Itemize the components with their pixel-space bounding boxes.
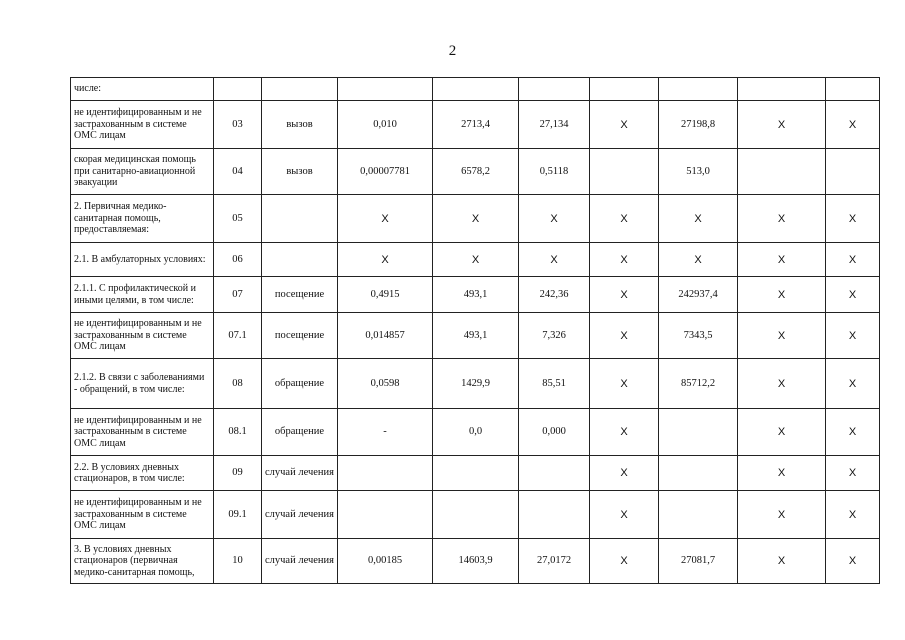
cell-c4 xyxy=(338,78,433,101)
cell-c4: 0,00185 xyxy=(338,539,433,584)
cell-c6: 7,326 xyxy=(519,313,590,359)
cell-c4: - xyxy=(338,409,433,456)
cell-c6: Х xyxy=(519,243,590,277)
cell-c8 xyxy=(659,78,738,101)
cell-c5: 6578,2 xyxy=(433,149,519,195)
table-row xyxy=(71,195,880,243)
cell-c10: Х xyxy=(826,243,880,277)
row-name: 2.1. В амбулаторных условиях: xyxy=(71,243,214,277)
cell-c9: Х xyxy=(738,539,826,584)
cell-c7 xyxy=(590,78,659,101)
cell-c7: Х xyxy=(590,243,659,277)
cell-c10: Х xyxy=(826,456,880,491)
cell-c10: Х xyxy=(826,359,880,409)
row-unit: обращение xyxy=(262,359,338,409)
table-row xyxy=(71,456,880,491)
cell-c6: 242,36 xyxy=(519,277,590,313)
row-code: 09.1 xyxy=(214,491,262,539)
data-table xyxy=(70,77,880,584)
cell-c5: Х xyxy=(433,243,519,277)
row-unit: случай лечения xyxy=(262,491,338,539)
cell-c10 xyxy=(826,78,880,101)
cell-c9: Х xyxy=(738,491,826,539)
row-unit: случай лечения xyxy=(262,456,338,491)
cell-c9: Х xyxy=(738,195,826,243)
cell-c4: Х xyxy=(338,243,433,277)
cell-c6: 27,134 xyxy=(519,101,590,149)
cell-c8 xyxy=(659,491,738,539)
cell-c5: 14603,9 xyxy=(433,539,519,584)
cell-c7 xyxy=(590,149,659,195)
table-row xyxy=(71,243,880,277)
table-row xyxy=(71,491,880,539)
row-code: 04 xyxy=(214,149,262,195)
cell-c5: 1429,9 xyxy=(433,359,519,409)
cell-c8: 27198,8 xyxy=(659,101,738,149)
row-unit: посещение xyxy=(262,277,338,313)
cell-c6: 85,51 xyxy=(519,359,590,409)
cell-c7: Х xyxy=(590,313,659,359)
row-code: 08.1 xyxy=(214,409,262,456)
cell-c9: Х xyxy=(738,359,826,409)
row-code: 10 xyxy=(214,539,262,584)
cell-c6: 0,000 xyxy=(519,409,590,456)
row-code: 05 xyxy=(214,195,262,243)
cell-c10: Х xyxy=(826,101,880,149)
table-row xyxy=(71,539,880,584)
row-name: скорая медицинская помощь при санитарно-авиационной эвакуации xyxy=(71,149,214,195)
table-row xyxy=(71,313,880,359)
row-code: 09 xyxy=(214,456,262,491)
cell-c10: Х xyxy=(826,195,880,243)
row-code: 03 xyxy=(214,101,262,149)
table-row xyxy=(71,409,880,456)
cell-c8: Х xyxy=(659,243,738,277)
row-code: 06 xyxy=(214,243,262,277)
cell-c4: 0,010 xyxy=(338,101,433,149)
row-unit: случай лечения xyxy=(262,539,338,584)
row-name: не идентифицированным и не застрахованным в системе ОМС лицам xyxy=(71,409,214,456)
cell-c7: Х xyxy=(590,359,659,409)
row-unit xyxy=(262,78,338,101)
row-name: числе: xyxy=(71,78,214,101)
cell-c5: 0,0 xyxy=(433,409,519,456)
cell-c5: 493,1 xyxy=(433,313,519,359)
table-row xyxy=(71,78,880,101)
cell-c9: Х xyxy=(738,277,826,313)
cell-c5: 493,1 xyxy=(433,277,519,313)
cell-c8: 513,0 xyxy=(659,149,738,195)
cell-c4 xyxy=(338,456,433,491)
table-row xyxy=(71,277,880,313)
cell-c10: Х xyxy=(826,277,880,313)
row-unit: вызов xyxy=(262,101,338,149)
cell-c7: Х xyxy=(590,491,659,539)
row-name: 3. В условиях дневных стационаров (первичная медико-санитарная помощь, xyxy=(71,539,214,584)
cell-c8 xyxy=(659,456,738,491)
cell-c9: Х xyxy=(738,456,826,491)
cell-c7: Х xyxy=(590,409,659,456)
cell-c8: 242937,4 xyxy=(659,277,738,313)
cell-c9: Х xyxy=(738,409,826,456)
cell-c8 xyxy=(659,409,738,456)
page-number: 2 xyxy=(448,43,457,59)
cell-c4: 0,00007781 xyxy=(338,149,433,195)
row-name: не идентифицированным и не застрахованным в системе ОМС лицам xyxy=(71,313,214,359)
cell-c6: Х xyxy=(519,195,590,243)
cell-c4: 0,0598 xyxy=(338,359,433,409)
cell-c5 xyxy=(433,456,519,491)
row-name: 2.2. В условиях дневных стационаров, в том числе: xyxy=(71,456,214,491)
cell-c6: 27,0172 xyxy=(519,539,590,584)
row-unit: обращение xyxy=(262,409,338,456)
cell-c8: Х xyxy=(659,195,738,243)
cell-c8: 85712,2 xyxy=(659,359,738,409)
cell-c10: Х xyxy=(826,313,880,359)
row-unit xyxy=(262,195,338,243)
row-name: 2.1.2. В связи с заболеваниями - обращений, в том числе: xyxy=(71,359,214,409)
row-code xyxy=(214,78,262,101)
table-row xyxy=(71,101,880,149)
cell-c7: Х xyxy=(590,539,659,584)
cell-c10: Х xyxy=(826,491,880,539)
row-name: 2. Первичная медико-санитарная помощь, предоставляемая: xyxy=(71,195,214,243)
row-unit xyxy=(262,243,338,277)
cell-c6 xyxy=(519,456,590,491)
cell-c4: 0,014857 xyxy=(338,313,433,359)
row-code: 07.1 xyxy=(214,313,262,359)
cell-c10: Х xyxy=(826,539,880,584)
cell-c6 xyxy=(519,78,590,101)
row-name: 2.1.1. С профилактической и иными целями, в том числе: xyxy=(71,277,214,313)
cell-c9 xyxy=(738,149,826,195)
row-code: 08 xyxy=(214,359,262,409)
table-row xyxy=(71,359,880,409)
cell-c5 xyxy=(433,78,519,101)
cell-c8: 27081,7 xyxy=(659,539,738,584)
cell-c6 xyxy=(519,491,590,539)
row-unit: вызов xyxy=(262,149,338,195)
cell-c5: Х xyxy=(433,195,519,243)
cell-c9: Х xyxy=(738,101,826,149)
cell-c7: Х xyxy=(590,277,659,313)
cell-c8: 7343,5 xyxy=(659,313,738,359)
row-name: не идентифицированным и не застрахованным в системе ОМС лицам xyxy=(71,101,214,149)
cell-c9: Х xyxy=(738,243,826,277)
cell-c10 xyxy=(826,149,880,195)
cell-c7: Х xyxy=(590,101,659,149)
cell-c7: Х xyxy=(590,195,659,243)
cell-c4: Х xyxy=(338,195,433,243)
cell-c9 xyxy=(738,78,826,101)
cell-c10: Х xyxy=(826,409,880,456)
cell-c4 xyxy=(338,491,433,539)
cell-c4: 0,4915 xyxy=(338,277,433,313)
cell-c5: 2713,4 xyxy=(433,101,519,149)
row-code: 07 xyxy=(214,277,262,313)
table-row xyxy=(71,149,880,195)
cell-c6: 0,5118 xyxy=(519,149,590,195)
cell-c5 xyxy=(433,491,519,539)
cell-c9: Х xyxy=(738,313,826,359)
cell-c7: Х xyxy=(590,456,659,491)
row-name: не идентифицированным и не застрахованным в системе ОМС лицам xyxy=(71,491,214,539)
row-unit: посещение xyxy=(262,313,338,359)
